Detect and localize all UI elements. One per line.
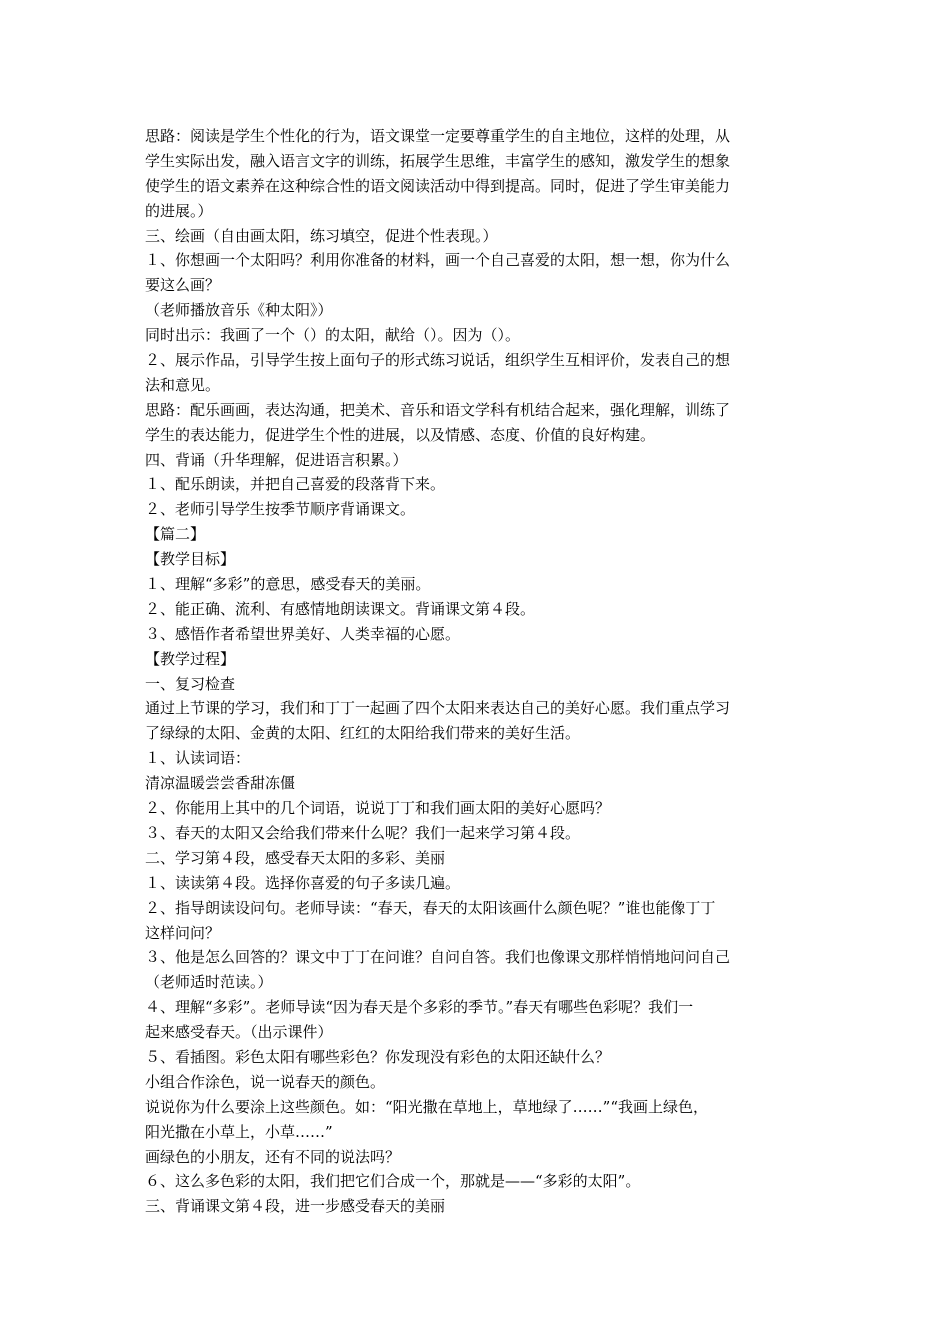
text-line: 的进展。） xyxy=(145,201,213,220)
section-heading: 【教学过程】 xyxy=(145,649,236,668)
section-heading: 三、背诵课文第４段，进一步感受春天的美丽 xyxy=(145,1197,446,1216)
section-heading: 四、背诵（升华理解，促进语言积累。） xyxy=(145,450,408,469)
text-line: １、你想画一个太阳吗？利用你准备的材料，画一个自己喜爱的太阳，想一想，你为什么 xyxy=(145,251,731,270)
text-line: （老师播放音乐《种太阳》） xyxy=(145,301,333,320)
text-line: １、理解“多彩”的意思，感受春天的美丽。 xyxy=(145,575,431,594)
section-heading: 三、绘画（自由画太阳，练习填空，促进个性表现。） xyxy=(145,226,498,245)
text-line: １、读读第４段。选择你喜爱的句子多读几遍。 xyxy=(145,873,461,892)
text-line: １、配乐朗读，并把自己喜爱的段落背下来。 xyxy=(145,475,446,494)
text-line: ３、他是怎么回答的？课文中丁丁在问谁？自问自答。我们也像课文那样悄悄地问问自己 xyxy=(145,948,731,967)
part-heading: 【篇二】 xyxy=(145,525,206,544)
text-line: 思路：阅读是学生个性化的行为，语文课堂一定要尊重学生的自主地位，这样的处理，从 xyxy=(145,127,731,145)
text-line: 小组合作涂色，说一说春天的颜色。 xyxy=(145,1072,386,1091)
text-line: １、认读词语： xyxy=(145,749,251,768)
text-line: 阳光撒在小草上，小草……” xyxy=(145,1122,333,1141)
text-line: ６、这么多色彩的太阳，我们把它们合成一个，那就是——“多彩的太阳”。 xyxy=(145,1172,641,1191)
text-line: ２、展示作品，引导学生按上面句子的形式练习说话，组织学生互相评价，发表自己的想 xyxy=(145,351,731,370)
text-line: 通过上节课的学习，我们和丁丁一起画了四个太阳来表达自己的美好心愿。我们重点学习 xyxy=(145,699,731,718)
text-line: 说说你为什么要涂上这些颜色。如：“阳光撒在草地上，草地绿了……”“我画上绿色， xyxy=(145,1097,709,1116)
text-line: 法和意见。 xyxy=(145,375,221,394)
text-line: ２、指导朗读设问句。老师导读：“春天，春天的太阳该画什么颜色呢？”谁也能像丁丁 xyxy=(145,898,716,917)
text-line: ２、你能用上其中的几个词语，说说丁丁和我们画太阳的美好心愿吗？ xyxy=(145,799,611,818)
section-heading: 【教学目标】 xyxy=(145,550,236,569)
text-line: 学生实际出发，融入语言文字的训练，拓展学生思维，丰富学生的感知，激发学生的想象 xyxy=(145,151,731,170)
section-heading: 二、学习第４段，感受春天太阳的多彩、美丽 xyxy=(145,848,446,867)
text-line: 这样问问？ xyxy=(145,923,221,942)
text-line: 同时出示：我画了一个（）的太阳，献给（）。因为（）。 xyxy=(145,326,521,345)
text-line: （老师适时范读。） xyxy=(145,973,273,992)
text-line: 了绿绿的太阳、金黄的太阳、红红的太阳给我们带来的美好生活。 xyxy=(145,724,581,743)
text-line: 清凉温暖尝尝香甜冻僵 xyxy=(145,774,296,793)
text-line: 学生的表达能力，促进学生个性的进展，以及情感、态度、价值的良好构建。 xyxy=(145,425,656,444)
text-line: 画绿色的小朋友，还有不同的说法吗？ xyxy=(145,1147,401,1166)
text-line: ４、理解“多彩”。老师导读“因为春天是个多彩的季节。”春天有哪些色彩呢？我们一 xyxy=(145,998,694,1017)
section-heading: 一、复习检查 xyxy=(145,674,236,693)
document-body xyxy=(145,124,810,1219)
text-line: 使学生的语文素养在这种综合性的语文阅读活动中得到提高。同时，促进了学生审美能力 xyxy=(145,176,731,195)
text-line: ５、看插图。彩色太阳有哪些彩色？你发现没有彩色的太阳还缺什么？ xyxy=(145,1047,611,1066)
text-line: ２、能正确、流利、有感情地朗读课文。背诵课文第４段。 xyxy=(145,599,536,618)
text-line: ３、感悟作者希望世界美好、人类幸福的心愿。 xyxy=(145,624,461,643)
text-line: 要这么画？ xyxy=(145,276,221,295)
text-line: 思路：配乐画画，表达沟通，把美术、音乐和语文学科有机结合起来，强化理解，训练了 xyxy=(145,400,731,419)
text-line: 起来感受春天。（出示课件） xyxy=(145,1023,333,1042)
text-line: ２、老师引导学生按季节顺序背诵课文。 xyxy=(145,500,416,519)
text-line: ３、春天的太阳又会给我们带来什么呢？我们一起来学习第４段。 xyxy=(145,823,581,842)
